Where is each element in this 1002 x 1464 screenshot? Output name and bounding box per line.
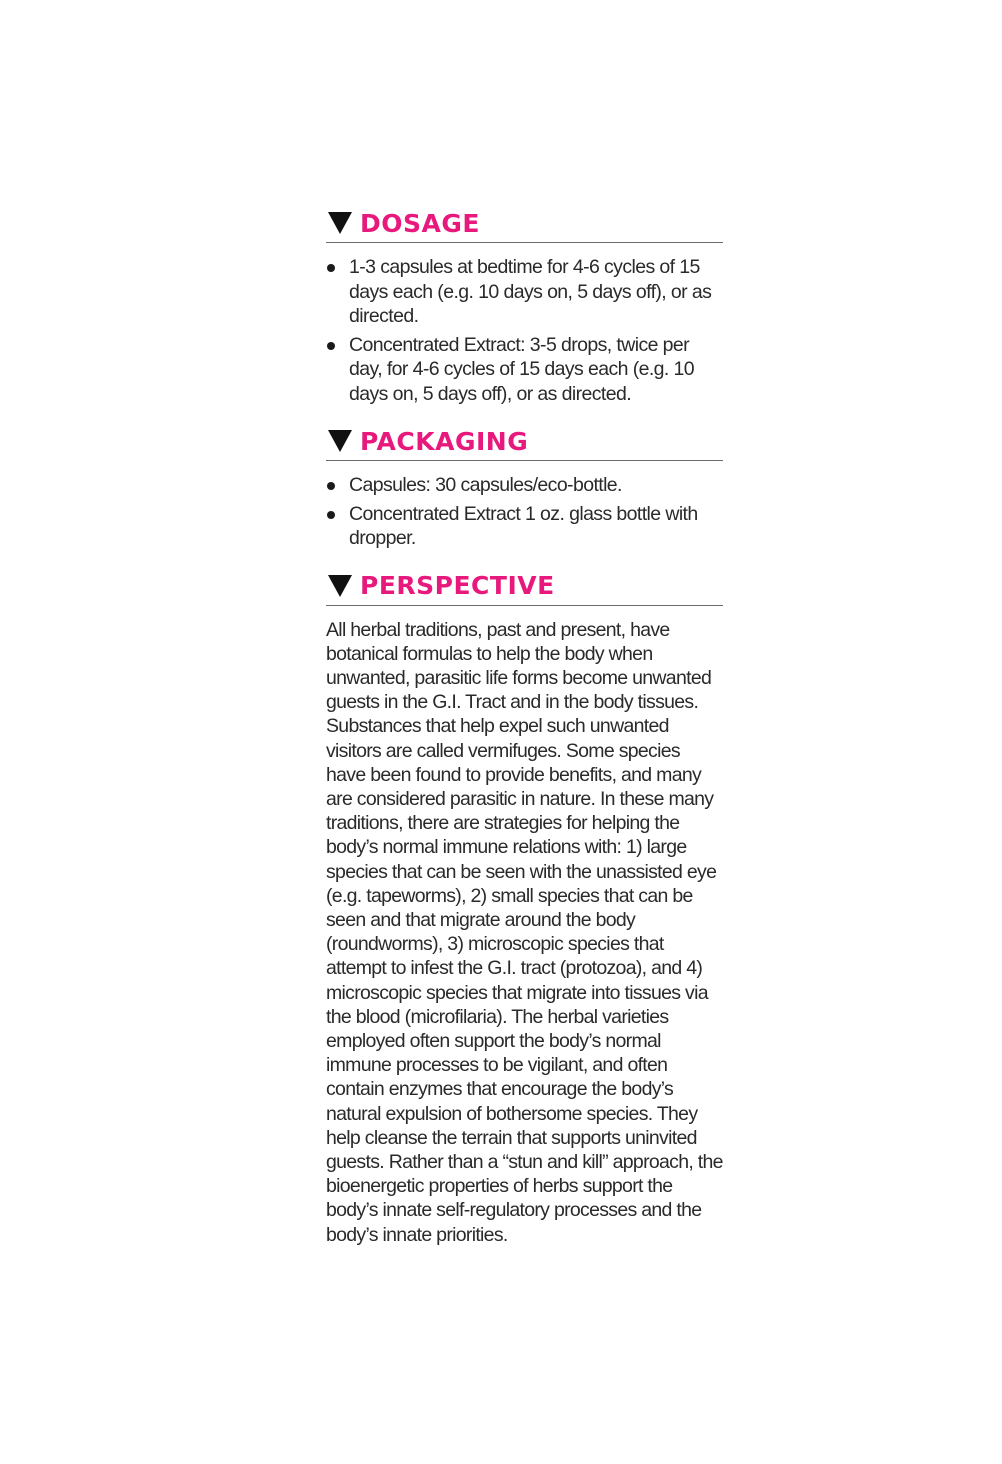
list-item-text: Concentrated Extract 1 oz. glass bottle with dropper. [349, 502, 698, 549]
dosage-section [326, 204, 723, 406]
list-item [326, 333, 723, 407]
triangle-down-icon [328, 212, 352, 234]
perspective-heading-text: PERSPECTIVE [360, 571, 555, 600]
bullet-dot-icon [327, 482, 335, 490]
packaging-heading [326, 422, 723, 461]
list-item [326, 502, 723, 551]
dosage-heading [326, 204, 723, 243]
packaging-list [326, 473, 723, 551]
packaging-heading-text: PACKAGING [360, 426, 529, 456]
triangle-down-icon [328, 430, 352, 452]
perspective-section [326, 567, 723, 1247]
dosage-list [326, 255, 723, 406]
list-item-text: Concentrated Extract: 3-5 drops, twice per day, for 4-6 cycles of 15 days each (e.g. 10 days on, 5 days off), or as directed. [349, 333, 695, 405]
list-item [326, 255, 723, 329]
dosage-heading-text: DOSAGE [360, 208, 480, 238]
list-item-text: 1-3 capsules at bedtime for 4-6 cycles of 15 days each (e.g. 10 days on, 5 days off), or as directed. [349, 256, 712, 327]
perspective-paragraph: All herbal traditions, past and present, have botanical formulas to help the body when unwanted, parasitic life forms become unwanted guests in the G.I. Tract and in the body tissues. Substances that help expel such unwanted visitors are called vermifuges. Some species have been found to provide benefits, and many are considered parasitic in nature. In these many traditions, there are strategies for helping the body’s normal immune relations with: 1) large species that can be seen with the unassisted eye (e.g. tapeworms), 2) small species that can be seen and that migrate around the body (roundworms), 3) microscopic species that attempt to infest the G.I. tract (protozoa), and 4) microscopic species that migrate into tissues via the blood (microfilaria). The herbal varieties employed often support the body’s normal immune processes to be vigilant, and often contain enzymes that encourage the body’s natural expulsion of bothersome species. They help cleanse the terrain that supports uninvited guests. Rather than a “stun and kill” approach, the bioenergetic properties of herbs support the body’s innate self-regulatory processes and the body’s innate priorities. [326, 618, 723, 1246]
perspective-heading [326, 567, 723, 606]
packaging-section [326, 422, 723, 551]
triangle-down-icon [328, 575, 352, 597]
bullet-dot-icon [327, 511, 335, 519]
list-item [326, 473, 723, 498]
list-item-text: Capsules: 30 capsules/eco-bottle. [349, 474, 622, 496]
bullet-dot-icon [327, 342, 335, 350]
bullet-dot-icon [327, 264, 335, 272]
content-column [326, 204, 723, 1263]
